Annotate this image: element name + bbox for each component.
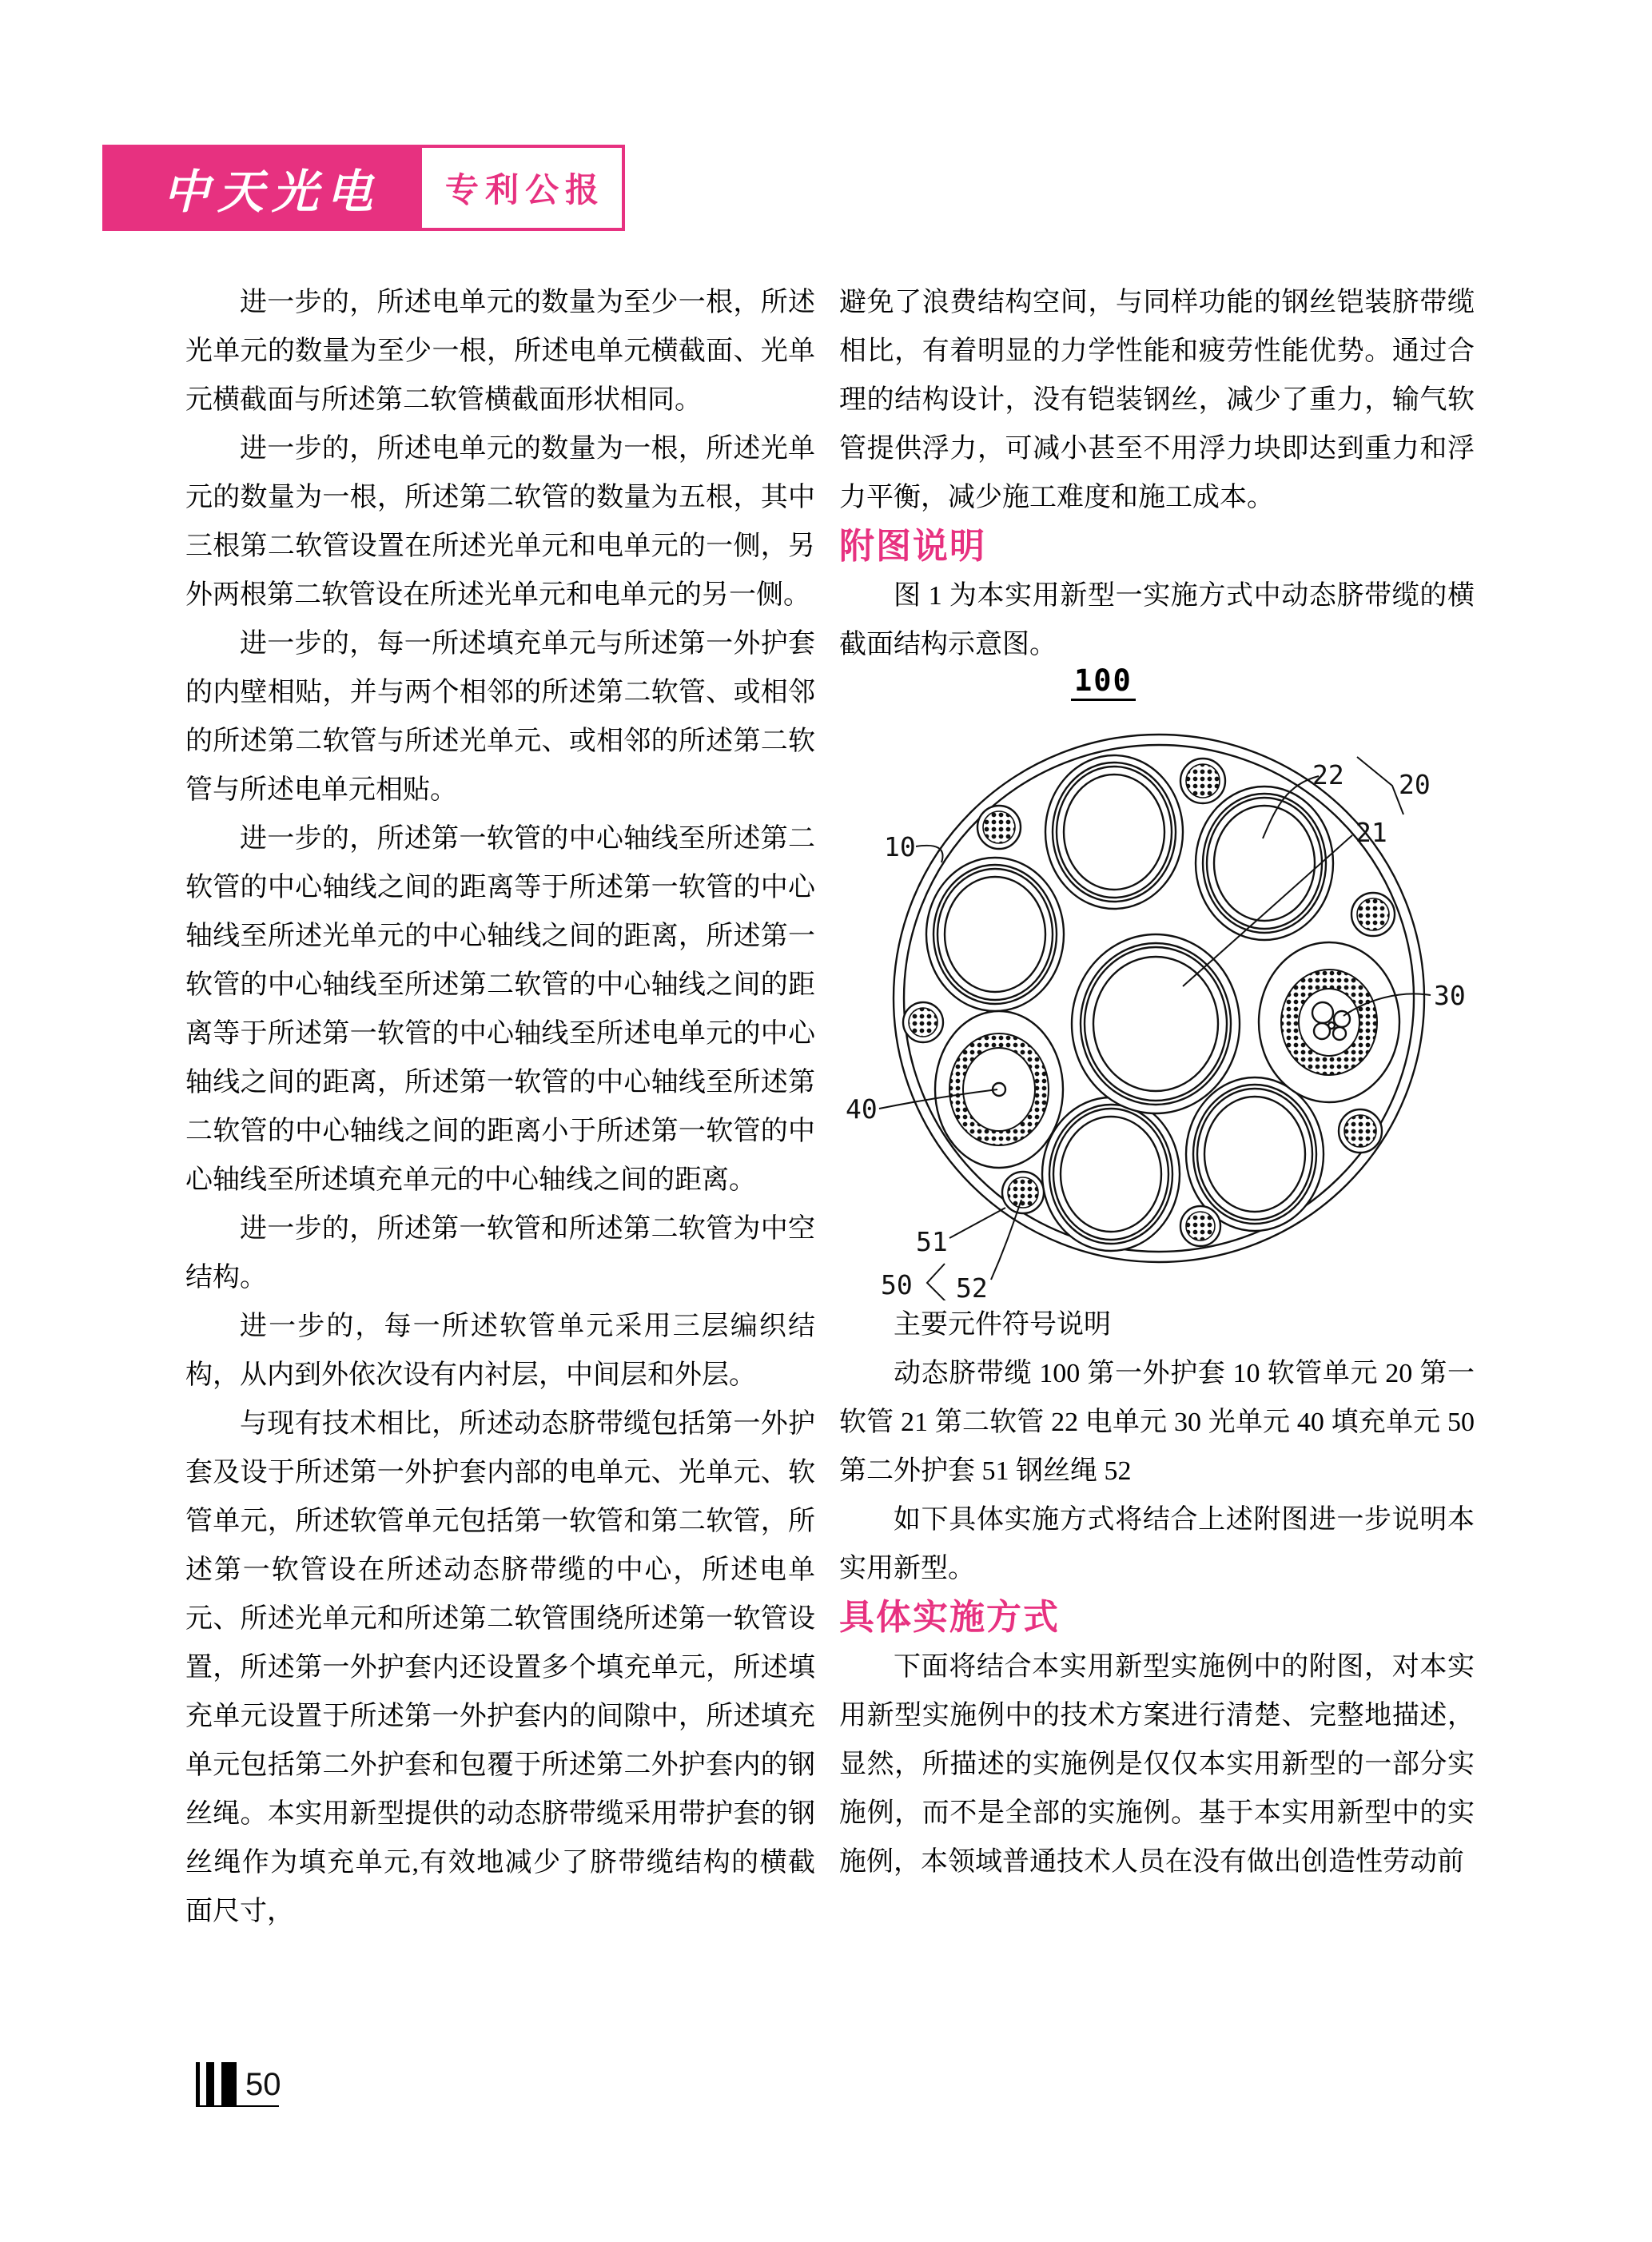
symbols-title: 主要元件符号说明 <box>894 1310 1111 1340</box>
brand-logo-text: 中天光电 <box>162 165 380 219</box>
label-50: 50 <box>881 1269 913 1300</box>
label-10: 10 <box>884 831 916 862</box>
label-21: 21 <box>1355 817 1387 848</box>
page-number: 50 <box>245 2067 281 2102</box>
right-text-column <box>839 278 1475 1886</box>
footer-bars-icon <box>196 2062 237 2105</box>
paragraph: 与现有技术相比，所述动态脐带缆包括第一外护套及设于所述第一外护套内部的电单元、光单元、软管单元，所述软管单元包括第一软管和第二软管，所述第一软管设在所述动态脐带缆的中心，所述电单元、所述光单元和所述第二软管围绕所述第一软管设置，所述第一外护套内还设置多个填充单元，所述填充单元设置于所述第一外护套内的间隙中，所述填充单元包括第二外护套和包覆于所述第二外护套内的钢丝绳。本实用新型提供的动态脐带缆采用带护套的钢丝绳作为填充单元,有效地减少了脐带缆结构的横截面尺寸， <box>185 1409 815 1926</box>
label-52: 52 <box>956 1272 988 1300</box>
optical-unit <box>935 1011 1063 1168</box>
label-40: 40 <box>846 1093 878 1125</box>
gazette-badge-text: 专利公报 <box>444 171 605 209</box>
figures-section-heading: 附图说明 <box>839 527 986 566</box>
paragraph: 如下具体实施方式将结合上述附图进一步说明本实用新型。 <box>839 1505 1475 1583</box>
paragraph: 图 1 为本实用新型一实施方式中动态脐带缆的横截面结构示意图。 <box>839 581 1475 659</box>
filling-unit <box>1180 1206 1220 1246</box>
paragraph: 进一步的，所述电单元的数量为至少一根，所述光单元的数量为至少一根，所述电单元横截面、光单元横截面与所述第二软管横截面形状相同。 <box>185 288 815 415</box>
symbols-list: 动态脐带缆 100 第一外护套 10 软管单元 20 第一软管 21 第二软管 22 电单元 30 光单元 40 填充单元 50 第二外护套 51 钢丝绳 52 <box>839 1359 1475 1486</box>
filling-unit <box>1002 1172 1044 1213</box>
second-hose <box>1042 1097 1180 1251</box>
second-hose <box>926 858 1064 1011</box>
label-22: 22 <box>1312 759 1344 790</box>
paragraph: 进一步的，所述第一软管和所述第二软管为中空结构。 <box>185 1214 815 1292</box>
electrical-unit <box>1259 942 1399 1102</box>
filling-unit <box>977 806 1021 849</box>
brand-logo-box <box>102 145 419 231</box>
paragraph: 进一步的，每一所述填充单元与所述第一外护套的内壁相贴，并与两个相邻的所述第二软管、或相邻的所述第二软管与所述光单元、或相邻的所述第二软管与所述电单元相贴。 <box>185 629 815 805</box>
footer-rule <box>196 2105 279 2107</box>
paragraph: 下面将结合本实用新型实施例中的附图，对本实用新型实施例中的技术方案进行清楚、完整地描述，显然，所描述的实施例是仅仅本实用新型的一部分实施例，而不是全部的实施例。基于本实用新型中的实施例，本领域普通技术人员在没有做出创造性劳动前 <box>839 1652 1475 1877</box>
leader-51 <box>949 1208 1005 1238</box>
first-hose-center <box>1072 934 1240 1113</box>
label-30: 30 <box>1434 980 1466 1011</box>
bracket-20 <box>1357 757 1403 814</box>
figure-1-block <box>839 663 1475 1300</box>
paragraph: 进一步的，每一所述软管单元采用三层编织结构，从内到外依次设有内衬层，中间层和外层。 <box>185 1312 815 1390</box>
filling-unit <box>1180 759 1225 803</box>
filling-unit <box>903 1002 943 1042</box>
cable-cross-section-figure <box>839 711 1475 1300</box>
second-hose <box>1196 786 1333 940</box>
label-20: 20 <box>1399 769 1431 800</box>
filling-unit <box>1351 893 1395 936</box>
paragraph: 进一步的，所述电单元的数量为一根，所述光单元的数量为一根，所述第二软管的数量为五根，其中三根第二软管设置在所述光单元和电单元的一侧，另外两根第二软管设在所述光单元和电单元的另一侧。 <box>185 434 815 610</box>
paragraph: 避免了浪费结构空间，与同样功能的钢丝铠装脐带缆相比，有着明显的力学性能和疲劳性能优势。通过合理的结构设计，没有铠装钢丝，减少了重力，输气软管提供浮力，可减小甚至不用浮力块即达到重力和浮力平衡，减少施工难度和施工成本。 <box>839 288 1475 512</box>
filling-unit <box>1339 1109 1382 1153</box>
second-hose <box>1045 755 1183 909</box>
paragraph: 进一步的，所述第一软管的中心轴线至所述第二软管的中心轴线之间的距离等于所述第一软管的中心轴线至所述光单元的中心轴线之间的距离，所述第一软管的中心轴线至所述第二软管的中心轴线之间的距离等于所述第一软管的中心轴线至所述电单元的中心轴线之间的距离，所述第一软管的中心轴线至所述第二软管的中心轴线之间的距离小于所述第一软管的中心轴线至所述填充单元的中心轴线之间的距离。 <box>185 824 815 1195</box>
gazette-badge-box <box>419 145 625 231</box>
label-51: 51 <box>916 1226 948 1257</box>
figure-reference-number: 100 <box>1071 665 1136 701</box>
bracket-50 <box>927 1264 948 1300</box>
left-text-column <box>185 278 815 1936</box>
implementation-section-heading: 具体实施方式 <box>839 1598 1060 1637</box>
